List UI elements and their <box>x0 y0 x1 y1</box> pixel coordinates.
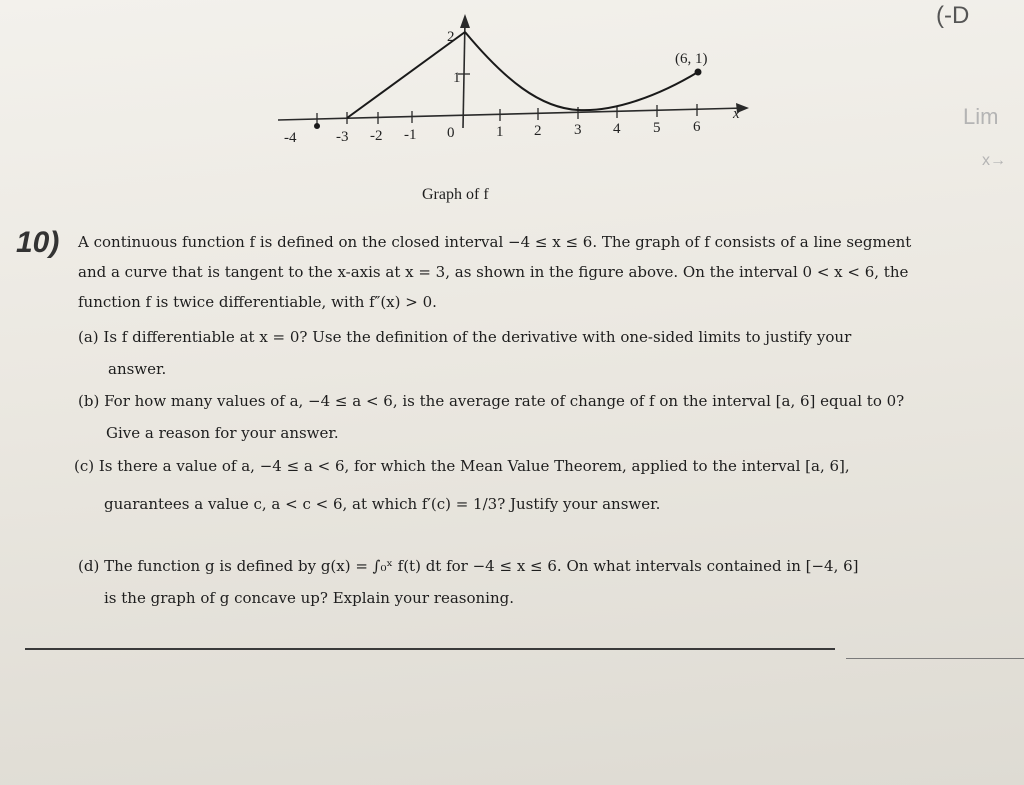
part-d-line: (d) The function g is defined by g(x) = ∫₀ˣ f(t) dt for −4 ≤ x ≤ 6. On what intervals contained in [−4, 6] <box>78 557 859 575</box>
x-tick-label: -1 <box>404 127 417 143</box>
x-tick-label: 0 <box>447 125 455 141</box>
f-line-segment <box>347 32 465 118</box>
part-a-line: (a) Is f differentiable at x = 0? Use the definition of the derivative with one-sided limits to justify your <box>78 328 852 346</box>
intro-line: A continuous function f is defined on the closed interval −4 ≤ x ≤ 6. The graph of f consists of a line segment <box>78 233 912 251</box>
y-tick-label-2: 2 <box>447 29 455 45</box>
graph-caption: Graph of f <box>422 186 489 203</box>
problem-number: 10) <box>16 226 60 259</box>
f-curve <box>465 32 698 110</box>
part-b <box>78 385 904 449</box>
bottom-divider <box>25 648 835 650</box>
bottom-divider-faint <box>846 658 1024 659</box>
part-d <box>78 550 859 614</box>
intro-line: function f is twice differentiable, with f″(x) > 0. <box>78 293 437 311</box>
part-d-line: is the graph of g concave up? Explain your reasoning. <box>104 589 514 607</box>
part-c-line: guarantees a value c, a < c < 6, at which f′(c) = 1/3? Justify your answer. <box>104 495 661 513</box>
x-axis-label: x <box>733 106 740 122</box>
part-c-line: (c) Is there a value of a, −4 ≤ a < 6, for which the Mean Value Theorem, applied to the interval [a, 6], <box>74 457 850 475</box>
x-tick-label: 3 <box>574 122 582 138</box>
part-a <box>78 321 851 385</box>
x-tick-label: 1 <box>496 124 504 140</box>
x-tick-label: 6 <box>693 119 701 135</box>
margin-note-top: (-D <box>936 2 970 29</box>
point-label: (6, 1) <box>675 51 708 67</box>
x-axis <box>278 103 749 122</box>
part-b-line: Give a reason for your answer. <box>106 424 339 442</box>
problem-intro <box>78 226 911 318</box>
x-tick-label: 5 <box>653 120 661 136</box>
x-tick-label: 2 <box>534 123 542 139</box>
x-tick-label: -4 <box>284 130 297 146</box>
left-endpoint-dot <box>314 123 320 129</box>
margin-note-x: x→ <box>982 152 1006 169</box>
graph-of-f <box>0 0 1024 215</box>
y-tick-label-1: 1 <box>453 70 461 86</box>
x-tick-label: -3 <box>336 129 349 145</box>
part-a-line: answer. <box>108 360 167 378</box>
x-tick-label: -2 <box>370 128 383 144</box>
x-tick-label: 4 <box>613 121 621 137</box>
margin-note-lim: Lim <box>963 104 999 129</box>
endpoint-dot <box>695 69 702 76</box>
part-c <box>74 450 850 520</box>
intro-line: and a curve that is tangent to the x-axis at x = 3, as shown in the figure above. On the interval 0 < x < 6, the <box>78 263 909 281</box>
part-b-line: (b) For how many values of a, −4 ≤ a < 6, is the average rate of change of f on the interval [a, 6] equal to 0? <box>78 392 905 410</box>
y-axis <box>447 14 470 128</box>
